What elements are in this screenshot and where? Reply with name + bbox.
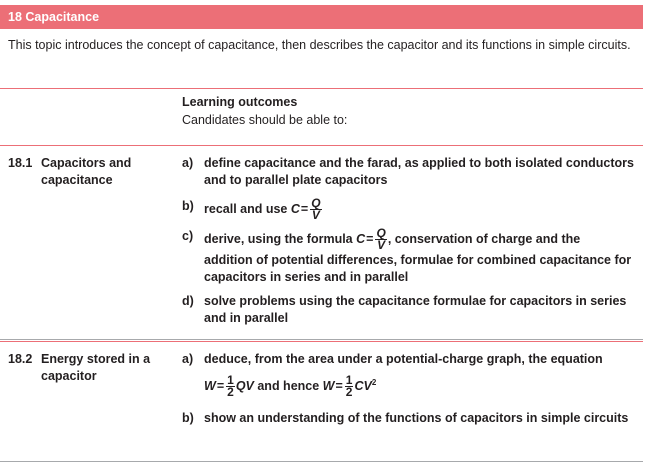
half-denominator: 2 bbox=[227, 385, 234, 400]
outcome-letter: c) bbox=[182, 229, 194, 243]
half-numerator-2: 1 bbox=[345, 373, 353, 388]
outcome-text bbox=[204, 228, 637, 251]
section-name-line2: capacitor bbox=[41, 368, 97, 383]
section-18-2-title bbox=[8, 351, 168, 384]
formula2-equals: = bbox=[335, 379, 343, 394]
formula1-rhs: QV bbox=[235, 379, 254, 394]
outcome-text-before: recall and use bbox=[204, 201, 288, 216]
outcome-18-2-a-equation bbox=[182, 375, 637, 398]
formula-fraction bbox=[310, 198, 321, 221]
outcome-18-2-a bbox=[182, 351, 637, 368]
outcome-text: deduce, from the area under a potential-charge graph, the equation bbox=[204, 352, 603, 366]
outcome-18-2-b bbox=[182, 410, 637, 427]
formula-equals: = bbox=[366, 231, 374, 246]
formula-join-text: and hence bbox=[257, 379, 320, 394]
divider-section-18-1 bbox=[0, 145, 643, 146]
outcome-18-1-d bbox=[182, 293, 637, 326]
divider-top bbox=[0, 88, 643, 89]
divider-section-18-2-grey bbox=[0, 339, 643, 340]
outcome-letter: a) bbox=[182, 352, 194, 366]
outcome-text-before: derive, using the formula bbox=[204, 231, 353, 246]
outcome-text bbox=[204, 198, 637, 221]
outcome-letter: b) bbox=[182, 199, 194, 213]
formula1-lhs: W bbox=[204, 379, 216, 394]
outcome-letter: d) bbox=[182, 294, 194, 308]
formula1-equals: = bbox=[216, 379, 225, 394]
topic-intro: This topic introduces the concept of capacitance, then describes the capacitor and its functions in simple circuits. bbox=[8, 38, 631, 52]
section-name-line2: capacitance bbox=[41, 172, 113, 187]
outcome-text-continued: addition of potential differences, formulae for combined capacitance for capacitors in series and in parallel bbox=[204, 253, 632, 284]
formula-lhs: C bbox=[356, 231, 366, 246]
topic-title: 18 Capacitance bbox=[8, 10, 100, 24]
formula-fraction bbox=[375, 228, 386, 251]
half-denominator-2: 2 bbox=[345, 385, 353, 400]
formula2-lhs: W bbox=[322, 379, 335, 394]
fraction-denominator: V bbox=[377, 238, 386, 252]
learning-outcomes-subheading: Candidates should be able to: bbox=[182, 113, 348, 127]
learning-outcomes-heading: Learning outcomes bbox=[182, 95, 298, 109]
fraction-denominator: V bbox=[311, 208, 320, 222]
fraction-numerator: Q bbox=[376, 226, 386, 240]
formula2-rhs: CV bbox=[354, 379, 372, 394]
outcome-18-1-b bbox=[182, 198, 637, 221]
section-name-line1: Energy stored in a bbox=[41, 352, 151, 366]
outcome-text-after: , conservation of charge and the bbox=[387, 231, 581, 246]
outcome-18-1-c-continued bbox=[182, 252, 637, 285]
half-fraction-2 bbox=[345, 375, 354, 398]
outcome-letter: b) bbox=[182, 411, 194, 425]
section-18-1-title bbox=[8, 155, 168, 188]
outcome-text: solve problems using the capacitance formulae for capacitors in series and in parallel bbox=[204, 294, 627, 325]
outcome-text: show an understanding of the functions of capacitors in simple circuits bbox=[204, 411, 629, 425]
outcome-letter: a) bbox=[182, 156, 194, 170]
formula2-exponent: 2 bbox=[371, 378, 377, 387]
half-numerator: 1 bbox=[227, 373, 234, 388]
outcome-text: define capacitance and the farad, as applied to both isolated conductors and to parallel plate capacitors bbox=[204, 156, 634, 187]
topic-header-bar bbox=[0, 5, 643, 29]
fraction-numerator: Q bbox=[311, 196, 321, 210]
section-number: 18.1 bbox=[8, 156, 33, 170]
half-fraction bbox=[226, 375, 235, 398]
section-name-line1: Capacitors and bbox=[41, 156, 132, 170]
outcome-18-1-a bbox=[182, 155, 637, 188]
formula-equals: = bbox=[300, 201, 309, 216]
section-number: 18.2 bbox=[8, 352, 33, 366]
outcome-18-1-c bbox=[182, 228, 637, 251]
divider-bottom bbox=[0, 461, 643, 462]
formula-lhs: C bbox=[290, 201, 300, 216]
equation-line bbox=[204, 375, 637, 398]
divider-section-18-2 bbox=[0, 341, 643, 342]
